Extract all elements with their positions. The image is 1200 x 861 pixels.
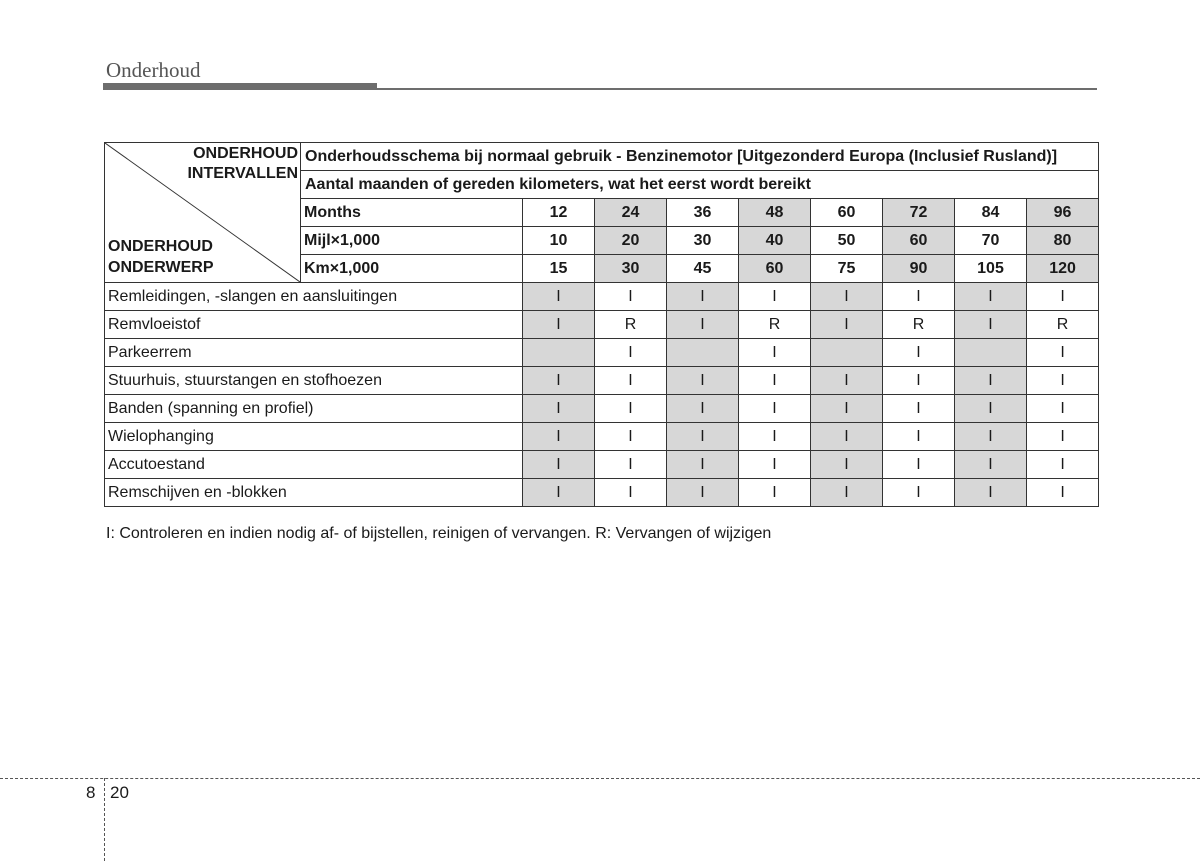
item-name: Accutoestand (105, 451, 523, 479)
item-value: I (595, 423, 667, 451)
interval-label: Km×1,000 (301, 255, 523, 283)
interval-value: 50 (811, 227, 883, 255)
item-value: I (1027, 395, 1099, 423)
corner-label-intervals-2: INTERVALLEN (187, 165, 298, 182)
maintenance-schedule-table (104, 142, 1099, 507)
item-name: Remvloeistof (105, 311, 523, 339)
item-value: I (523, 451, 595, 479)
interval-label: Mijl×1,000 (301, 227, 523, 255)
item-value (955, 339, 1027, 367)
item-value: I (739, 339, 811, 367)
item-value: I (595, 451, 667, 479)
item-name: Banden (spanning en profiel) (105, 395, 523, 423)
item-value: I (667, 423, 739, 451)
item-value: I (739, 451, 811, 479)
interval-value: 45 (667, 255, 739, 283)
interval-value: 90 (883, 255, 955, 283)
item-value: I (523, 283, 595, 311)
interval-value: 72 (883, 199, 955, 227)
item-value: I (883, 451, 955, 479)
interval-value: 105 (955, 255, 1027, 283)
item-value (523, 339, 595, 367)
interval-label: Months (301, 199, 523, 227)
interval-value: 30 (595, 255, 667, 283)
item-value: I (667, 367, 739, 395)
item-value: I (595, 479, 667, 507)
interval-value: 12 (523, 199, 595, 227)
item-value: I (1027, 451, 1099, 479)
item-value: I (883, 339, 955, 367)
item-name: Remschijven en -blokken (105, 479, 523, 507)
item-value: I (811, 423, 883, 451)
item-value: I (1027, 423, 1099, 451)
item-value: I (811, 451, 883, 479)
section-number: 8 (86, 783, 96, 802)
item-value: I (739, 395, 811, 423)
item-value: I (667, 311, 739, 339)
title-row (105, 143, 1099, 171)
corner-header-cell (105, 143, 301, 283)
footer-dashed-divider (104, 778, 105, 861)
item-value: I (955, 367, 1027, 395)
corner-label-subject-1: ONDERHOUD (108, 238, 213, 255)
item-value (667, 339, 739, 367)
item-value: I (955, 451, 1027, 479)
item-value: I (1027, 339, 1099, 367)
item-value: I (523, 423, 595, 451)
schedule-title: Onderhoudsschema bij normaal gebruik - Benzinemotor [Uitgezonderd Europa (Inclusief Rusland)] (301, 143, 1099, 171)
item-value: I (739, 367, 811, 395)
item-value: I (739, 479, 811, 507)
item-value: I (883, 479, 955, 507)
item-value: I (883, 367, 955, 395)
schedule-subtitle: Aantal maanden of gereden kilometers, wat het eerst wordt bereikt (301, 171, 1099, 199)
item-value: I (955, 283, 1027, 311)
interval-value: 84 (955, 199, 1027, 227)
interval-value: 24 (595, 199, 667, 227)
item-value: I (811, 283, 883, 311)
interval-value: 80 (1027, 227, 1099, 255)
item-value: I (523, 395, 595, 423)
item-value: I (595, 395, 667, 423)
item-value: I (667, 283, 739, 311)
item-value: I (523, 479, 595, 507)
item-name: Remleidingen, -slangen en aansluitingen (105, 283, 523, 311)
interval-value: 20 (595, 227, 667, 255)
footer-dashed-rule (0, 778, 1200, 779)
item-value: I (739, 283, 811, 311)
item-value: I (811, 395, 883, 423)
interval-value: 36 (667, 199, 739, 227)
item-value: I (739, 423, 811, 451)
page-number: 20 (110, 783, 129, 802)
item-value: I (883, 423, 955, 451)
item-value: I (667, 479, 739, 507)
item-value: I (595, 283, 667, 311)
item-value: I (667, 451, 739, 479)
item-value: I (1027, 367, 1099, 395)
item-value (811, 339, 883, 367)
table-row (105, 367, 1099, 395)
interval-value: 70 (955, 227, 1027, 255)
item-value: I (811, 311, 883, 339)
section-title: Onderhoud (106, 58, 201, 82)
item-value: I (1027, 283, 1099, 311)
table-row (105, 395, 1099, 423)
item-value: I (883, 395, 955, 423)
item-value: I (595, 367, 667, 395)
item-value: I (595, 339, 667, 367)
item-name: Parkeerrem (105, 339, 523, 367)
item-value: I (955, 311, 1027, 339)
interval-value: 75 (811, 255, 883, 283)
item-value: I (1027, 479, 1099, 507)
item-value: R (883, 311, 955, 339)
interval-value: 40 (739, 227, 811, 255)
item-name: Wielophanging (105, 423, 523, 451)
item-value: I (811, 367, 883, 395)
item-value: I (955, 395, 1027, 423)
interval-value: 30 (667, 227, 739, 255)
legend-footnote: I: Controleren en indien nodig af- of bijstellen, reinigen of vervangen. R: Vervangen of wijzigen (106, 525, 772, 542)
table-row (105, 283, 1099, 311)
item-value: I (955, 479, 1027, 507)
table-row (105, 423, 1099, 451)
interval-value: 96 (1027, 199, 1099, 227)
interval-value: 60 (811, 199, 883, 227)
interval-value: 60 (883, 227, 955, 255)
table-row (105, 311, 1099, 339)
corner-label-intervals-1: ONDERHOUD (193, 145, 298, 162)
item-value: I (667, 395, 739, 423)
item-value: I (811, 479, 883, 507)
table-row (105, 339, 1099, 367)
header-rule-thin (103, 88, 1097, 90)
interval-value: 10 (523, 227, 595, 255)
item-value: I (955, 423, 1027, 451)
interval-value: 120 (1027, 255, 1099, 283)
item-value: I (883, 283, 955, 311)
interval-value: 60 (739, 255, 811, 283)
item-value: I (523, 367, 595, 395)
interval-value: 15 (523, 255, 595, 283)
table-row (105, 451, 1099, 479)
item-name: Stuurhuis, stuurstangen en stofhoezen (105, 367, 523, 395)
item-value: R (595, 311, 667, 339)
item-value: R (739, 311, 811, 339)
interval-value: 48 (739, 199, 811, 227)
table-row (105, 479, 1099, 507)
item-value: R (1027, 311, 1099, 339)
item-value: I (523, 311, 595, 339)
corner-label-subject-2: ONDERWERP (108, 259, 214, 276)
